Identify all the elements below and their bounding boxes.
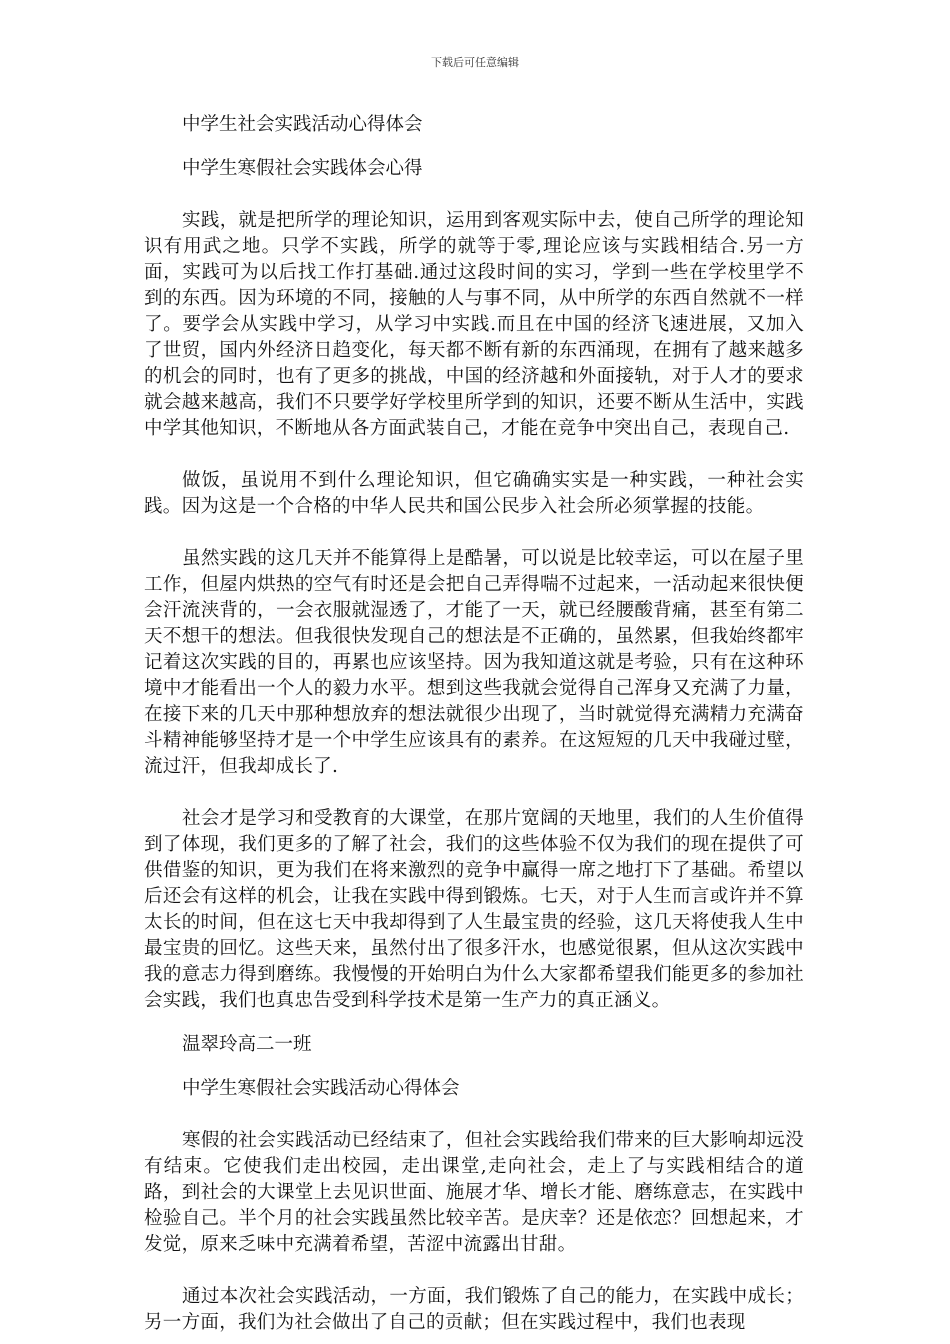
paragraph-1: 实践，就是把所学的理论知识，运用到客观实际中去，使自己所学的理论知识有用武之地。只学不实践，所学的就等于零,理论应该与实践相结合.另一方面，实践可为以后找工作打基础.通过这段时间的实习，学到一些在学校里学不到的东西。因为环境的不同，接触的人与事不同，从中所学的东西自然就不一样了。要学会从实践中学习，从学习中实践.而且在中国的经济飞速进展，又加入了世贸，国内外经济日趋变化，每天都不断有新的东西涌现，在拥有了越来越多的机会的同时，也有了更多的挑战，中国的经济越和外面接轨，对于人才的要求就会越来越高，我们不只要学好学校里所学到的知识，还要不断从生活中，实践中学其他知识，不断地从各方面武装自己，才能在竞争中突出自己，表现自己. <box>144 210 804 439</box>
document-subtitle: 中学生寒假社会实践体会心得 <box>182 158 423 179</box>
page-header-note: 下载后可任意编辑 <box>431 56 519 69</box>
author-signature: 温翠玲高二一班 <box>182 1034 312 1055</box>
document-body <box>144 112 804 1336</box>
paragraph-2: 做饭，虽说用不到什么理论知识，但它确确实实是一种实践，一种社会实践。因为这是一个合格的中华人民共和国公民步入社会所必须掌握的技能。 <box>144 470 804 517</box>
paragraph-4: 社会才是学习和受教育的大课堂，在那片宽阔的天地里，我们的人生价值得到了体现，我们更多的了解了社会，我们的这些体验不仅为我们的现在提供了可供借鉴的知识，更为我们在将来激烈的竞争中赢得一席之地打下了基础。希望以后还会有这样的机会，让我在实践中得到锻炼。七天，对于人生而言或许并不算太长的时间，但在这七天中我却得到了人生最宝贵的经验，这几天将使我人生中最宝贵的回忆。这些天来，虽然付出了很多汗水，也感觉很累，但从这次实践中我的意志力得到磨练。我慢慢的开始明白为什么大家都希望我们能更多的参加社会实践，我们也真忠告受到科学技术是第一生产力的真正涵义。 <box>144 808 804 1011</box>
section-2-paragraph-2: 通过本次社会实践活动，一方面，我们锻炼了自己的能力，在实践中成长；另一方面，我们为社会做出了自己的贡献；但在实践过程中，我们也表现 <box>144 1286 804 1333</box>
section-2-paragraph-1: 寒假的社会实践活动已经结束了，但社会实践给我们带来的巨大影响却远没有结束。它使我们走出校园，走出课堂,走向社会，走上了与实践相结合的道路，到社会的大课堂上去见识世面、施展才华、增长才能、磨练意志，在实践中检验自己。半个月的社会实践虽然比较辛苦。是庆幸？还是依恋？回想起来，才发觉，原来乏味中充满着希望，苦涩中流露出甘甜。 <box>144 1130 804 1255</box>
document-title: 中学生社会实践活动心得体会 <box>182 114 423 135</box>
paragraph-3: 虽然实践的这几天并不能算得上是酷暑，可以说是比较幸运，可以在屋子里工作，但屋内烘热的空气有时还是会把自己弄得喘不过起来，一活动起来很快便会汗流浃背的，一会衣服就湿透了，才能了一天，就已经腰酸背痛，甚至有第二天不想干的想法。但我很快发现自己的想法是不正确的，虽然累，但我始终都牢记着这次实践的目的，再累也应该坚持。因为我知道这就是考验，只有在这种环境中才能看出一个人的毅力水平。想到这些我就会觉得自己浑身又充满了力量，在接下来的几天中那种想放弃的想法就很少出现了，当时就觉得充满精力充满奋斗精神能够坚持才是一个中学生应该具有的素养。在这短短的几天中我碰过壁，流过汗，但我却成长了. <box>144 548 804 777</box>
section-2-title: 中学生寒假社会实践活动心得体会 <box>182 1078 460 1099</box>
